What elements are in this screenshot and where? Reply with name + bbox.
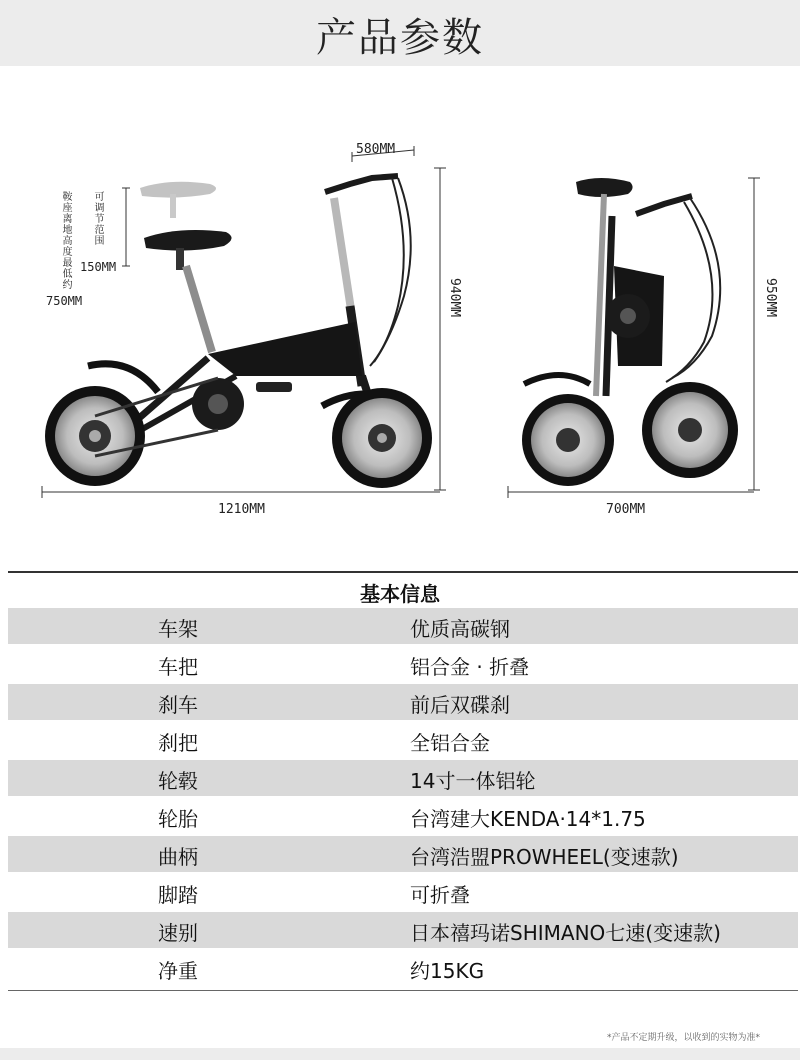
page-header bbox=[0, 0, 800, 66]
spec-label: 轮胎 bbox=[158, 807, 198, 831]
saddle-min-height-value: 750MM bbox=[46, 294, 83, 308]
spec-value: 前后双碟刹 bbox=[410, 693, 510, 717]
unfolded-length-label: 1210MM bbox=[218, 502, 265, 517]
spec-label: 车架 bbox=[158, 617, 198, 641]
table-bottom-rule bbox=[8, 990, 798, 991]
spec-value: 台湾建大KENDA·14*1.75 bbox=[410, 807, 646, 831]
unfolded-height-label: 940MM bbox=[447, 278, 462, 318]
spec-value: 约15KG bbox=[410, 959, 485, 983]
saddle-range-value: 150MM bbox=[80, 260, 117, 274]
folded-bike bbox=[522, 178, 738, 486]
folded-height-label: 950MM bbox=[763, 278, 778, 318]
raised-saddle-ghost bbox=[140, 182, 216, 218]
table-top-rule bbox=[8, 571, 798, 573]
spec-label: 刹把 bbox=[158, 731, 198, 755]
spec-label: 刹车 bbox=[158, 693, 198, 717]
specs-table bbox=[8, 608, 798, 988]
bike-illustration bbox=[0, 66, 800, 566]
spec-value: 优质高碳钢 bbox=[410, 617, 510, 641]
spec-value: 可折叠 bbox=[410, 883, 470, 907]
footnote: *产品不定期升级，以收到的实物为准* bbox=[606, 1033, 760, 1043]
spec-value: 日本禧玛诺SHIMANO七速(变速款) bbox=[410, 921, 721, 945]
folded-length-label: 700MM bbox=[606, 502, 646, 517]
spec-row bbox=[8, 684, 798, 720]
saddle bbox=[144, 230, 232, 270]
spec-row bbox=[8, 950, 798, 986]
rear-wheel bbox=[45, 386, 145, 486]
spec-row bbox=[8, 760, 798, 796]
specs-title: 基本信息 bbox=[360, 582, 440, 606]
spec-row bbox=[8, 874, 798, 910]
bike-dimension-diagram bbox=[0, 66, 800, 566]
bottom-band bbox=[0, 1048, 800, 1060]
front-wheel bbox=[332, 388, 432, 488]
spec-value: 台湾浩盟PROWHEEL(变速款) bbox=[410, 845, 679, 869]
spec-row bbox=[8, 646, 798, 682]
spec-value: 铝合金 · 折叠 bbox=[410, 655, 530, 679]
page-title: 产品参数 bbox=[316, 15, 484, 61]
spec-label: 净重 bbox=[158, 959, 198, 983]
spec-row bbox=[8, 722, 798, 758]
saddle-range-caption: 可调节范围 bbox=[94, 192, 105, 247]
spec-label: 速别 bbox=[158, 921, 198, 945]
spec-value: 14寸一体铝轮 bbox=[410, 769, 536, 793]
spec-row bbox=[8, 836, 798, 872]
spec-label: 脚踏 bbox=[158, 883, 198, 907]
spec-row bbox=[8, 608, 798, 644]
saddle-min-height-caption: 鞍座离地高度最低约 bbox=[62, 192, 73, 291]
spec-value: 全铝合金 bbox=[410, 731, 490, 755]
handlebar-width-label: 580MM bbox=[356, 142, 396, 157]
spec-label: 曲柄 bbox=[158, 845, 198, 869]
spec-label: 车把 bbox=[158, 655, 198, 679]
spec-row bbox=[8, 912, 798, 948]
spec-row bbox=[8, 798, 798, 834]
spec-label: 轮毂 bbox=[158, 769, 198, 793]
